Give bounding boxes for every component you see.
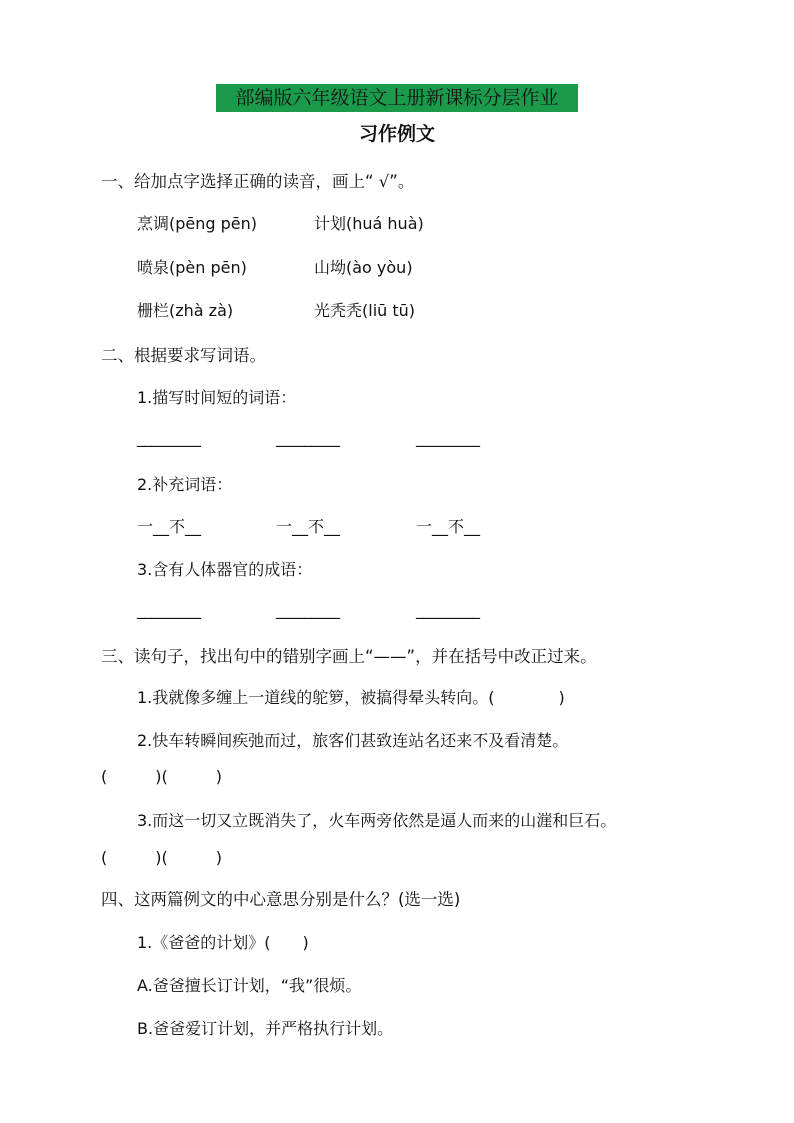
answer-line[interactable]: _________ — [416, 600, 479, 619]
q4-sub1: 1.《爸爸的计划》( ) — [137, 933, 309, 952]
fill-blank-phrase[interactable]: 一__不__ — [416, 517, 481, 536]
q3-sentence-3: 3.而这一切又立既消失了，火车两旁依然是逼人而来的山漄和巨石。 — [137, 811, 617, 830]
q4-option-a[interactable]: A.爸爸擅长订计划，“我”很烦。 — [137, 976, 362, 995]
q1-item-2: 计划(huá huà) — [314, 214, 424, 233]
page-title: 习作例文 — [358, 123, 435, 145]
answer-line[interactable]: _________ — [276, 428, 339, 447]
q1-item-5: 栅栏(zhà zà) — [137, 301, 234, 320]
q4-heading: 四、这两篇例文的中心意思分别是什么？(选一选) — [101, 890, 461, 909]
q3-sentence-1: 1.我就像多缠上一道线的鸵箩，被搞得晕头转向。( ) — [137, 688, 565, 707]
q2-sub2: 2.补充词语： — [137, 475, 233, 494]
q3-sentence-2: 2.快车转瞬间疾弛而过，旅客们甚致连站名还来不及看清楚。 — [137, 731, 569, 750]
answer-parens[interactable]: ( )( ) — [101, 767, 222, 786]
fill-blank-phrase[interactable]: 一__不__ — [137, 517, 202, 536]
q2-sub3: 3.含有人体器官的成语： — [137, 560, 313, 579]
q3-heading: 三、读句子，找出句中的错别字画上“——”，并在括号中改正过来。 — [101, 647, 597, 666]
q1-item-1: 烹调(pēng pēn) — [137, 214, 258, 233]
q2-heading: 二、根据要求写词语。 — [101, 346, 266, 365]
q1-item-4: 山坳(ào yòu) — [314, 258, 413, 277]
q1-item-6: 光秃秃(liū tū) — [314, 301, 416, 320]
fill-blank-phrase[interactable]: 一__不__ — [276, 517, 341, 536]
answer-line[interactable]: _________ — [416, 428, 479, 447]
series-banner: 部编版六年级语文上册新课标分层作业 — [216, 84, 578, 112]
q1-item-3: 喷泉(pèn pēn) — [137, 258, 247, 277]
q1-heading: 一、给加点字选择正确的读音，画上“ √”。 — [101, 172, 415, 191]
q2-sub1: 1.描写时间短的词语： — [137, 388, 297, 407]
answer-line[interactable]: _________ — [137, 428, 200, 447]
answer-line[interactable]: _________ — [137, 600, 200, 619]
answer-line[interactable]: _________ — [276, 600, 339, 619]
answer-parens[interactable]: ( )( ) — [101, 848, 222, 867]
q4-option-b[interactable]: B.爸爸爱订计划，并严格执行计划。 — [137, 1019, 394, 1038]
